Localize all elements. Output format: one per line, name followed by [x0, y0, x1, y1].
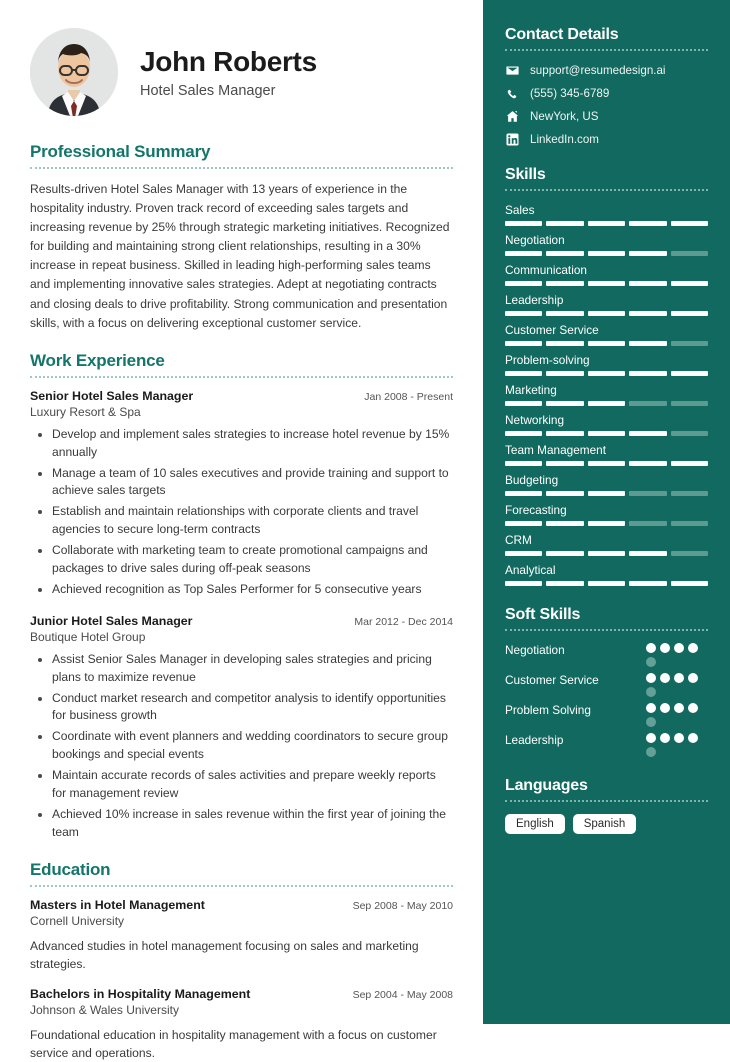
soft-skill-row	[505, 643, 708, 667]
skill-bar	[505, 341, 708, 346]
skill-row	[505, 473, 708, 496]
language-pill[interactable]: Spanish	[573, 814, 637, 834]
skill-segment	[671, 371, 708, 376]
work-bullet: Conduct market research and competitor analysis to identify opportunities for business growth	[30, 690, 453, 726]
work-entry-header	[30, 389, 453, 403]
skill-name: CRM	[505, 533, 532, 547]
work-entry	[30, 389, 453, 599]
skill-bar	[505, 521, 708, 526]
portrait-photo-icon	[30, 28, 118, 116]
skill-name: Marketing	[505, 383, 557, 397]
linkedin-icon	[505, 132, 519, 146]
skill-segment	[546, 251, 583, 256]
divider	[30, 885, 453, 887]
work-entry-company: Boutique Hotel Group	[30, 629, 146, 644]
skill-segment	[588, 491, 625, 496]
education-entry	[30, 898, 453, 973]
skill-name: Budgeting	[505, 473, 559, 487]
contact-value: LinkedIn.com	[530, 132, 599, 146]
summary-text: Results-driven Hotel Sales Manager with 13 years of experience in the hospitality industry. Proven track record of exceeding sales targets and increasing revenue by 25% through strategic marketing initiatives. Recognized for building and maintaining strong client relationships, resulting in a 30% increase in repeat business. Skilled in leading high-performing sales teams and implementing innovative sales strategies. Adept at negotiating contracts and closing deals to drive profitability. Strong communication and presentation skills, with a focus on delivering exceptional customer service.	[30, 182, 450, 330]
skill-row	[505, 413, 708, 436]
contact-item[interactable]	[505, 86, 708, 100]
skill-row	[505, 443, 708, 466]
work-bullet: Assist Senior Sales Manager in developing sales strategies and pricing plans to maximize revenue	[30, 651, 453, 687]
skill-row	[505, 503, 708, 526]
section-work-experience	[30, 351, 453, 842]
skill-name: Leadership	[505, 293, 564, 307]
sidebar	[483, 0, 730, 1024]
skill-segment	[505, 221, 542, 226]
skill-segment	[505, 461, 542, 466]
skill-segment	[546, 521, 583, 526]
skill-segment	[629, 371, 666, 376]
work-entry-role: Junior Hotel Sales Manager	[30, 613, 193, 628]
skill-segment	[671, 221, 708, 226]
education-description: Foundational education in hospitality management with a focus on customer service and operations.	[30, 1027, 437, 1061]
skill-segment	[588, 281, 625, 286]
soft-skill-dot	[646, 717, 656, 727]
soft-skill-rating	[646, 733, 708, 757]
skill-segment	[505, 281, 542, 286]
section-education	[30, 860, 453, 1062]
skill-segment	[505, 251, 542, 256]
soft-skill-dot	[688, 673, 698, 683]
name-block	[140, 45, 317, 100]
skill-name: Networking	[505, 413, 565, 427]
work-entry-role: Senior Hotel Sales Manager	[30, 388, 194, 403]
soft-skill-name: Problem Solving	[505, 703, 591, 717]
skill-name: Problem-solving	[505, 353, 590, 367]
work-entry-company: Luxury Resort & Spa	[30, 404, 141, 419]
skill-segment	[588, 341, 625, 346]
skill-bar	[505, 251, 708, 256]
job-title: Hotel Sales Manager	[140, 83, 276, 100]
divider	[505, 800, 708, 802]
section-title-skills: Skills	[505, 166, 546, 183]
skill-segment	[505, 371, 542, 376]
soft-skill-dot	[660, 733, 670, 743]
soft-skill-rating	[646, 643, 708, 667]
soft-skill-dot	[646, 643, 656, 653]
skill-segment	[505, 551, 542, 556]
envelope-icon	[505, 63, 519, 77]
work-bullet-list	[30, 426, 453, 599]
skill-segment	[546, 341, 583, 346]
skill-segment	[588, 401, 625, 406]
soft-skill-dot	[646, 747, 656, 757]
work-entry-date: Jan 2008 - Present	[364, 390, 453, 403]
skill-segment	[588, 581, 625, 586]
skill-segment	[546, 281, 583, 286]
skill-segment	[588, 371, 625, 376]
skill-row	[505, 323, 708, 346]
contact-value: NewYork, US	[530, 109, 599, 123]
skill-segment	[546, 581, 583, 586]
divider	[505, 49, 708, 51]
work-bullet-list	[30, 651, 453, 842]
work-bullet: Maintain accurate records of sales activities and prepare weekly reports for management review	[30, 767, 453, 803]
skill-segment	[671, 251, 708, 256]
soft-skill-dot	[646, 657, 656, 667]
avatar	[30, 28, 118, 116]
soft-skill-name: Negotiation	[505, 643, 565, 657]
section-soft-skills	[505, 606, 708, 757]
skill-segment	[629, 431, 666, 436]
skill-segment	[671, 311, 708, 316]
education-degree: Masters in Hotel Management	[30, 897, 205, 912]
skill-segment	[546, 311, 583, 316]
skill-bar	[505, 461, 708, 466]
education-date: Sep 2004 - May 2008	[352, 988, 453, 1001]
work-entry-header	[30, 614, 453, 628]
skill-segment	[629, 341, 666, 346]
soft-skill-row	[505, 733, 708, 757]
skill-bar	[505, 491, 708, 496]
soft-skill-dot	[674, 673, 684, 683]
contact-list	[505, 63, 708, 146]
soft-skill-dot	[674, 643, 684, 653]
education-entry	[30, 987, 453, 1062]
section-contact-details	[505, 26, 708, 146]
soft-skill-dot	[646, 703, 656, 713]
education-school: Cornell University	[30, 913, 125, 928]
page-title: John Roberts	[140, 45, 317, 77]
skill-segment	[546, 221, 583, 226]
skill-segment	[671, 341, 708, 346]
section-title-languages: Languages	[505, 777, 588, 794]
skill-bar	[505, 401, 708, 406]
skill-bar	[505, 221, 708, 226]
skill-segment	[505, 401, 542, 406]
soft-skill-rating	[646, 673, 708, 697]
skill-segment	[629, 461, 666, 466]
skill-segment	[505, 341, 542, 346]
education-entry-header	[30, 898, 453, 912]
skill-segment	[629, 221, 666, 226]
skill-bar	[505, 371, 708, 376]
work-bullet: Develop and implement sales strategies to increase hotel revenue by 15% annually	[30, 426, 453, 462]
soft-skill-row	[505, 703, 708, 727]
skill-segment	[546, 431, 583, 436]
skill-name: Forecasting	[505, 503, 567, 517]
section-skills	[505, 166, 708, 586]
skill-row	[505, 233, 708, 256]
soft-skill-row	[505, 673, 708, 697]
skill-segment	[671, 551, 708, 556]
skill-name: Communication	[505, 263, 587, 277]
work-bullet: Manage a team of 10 sales executives and provide training and support to achieve sales targets	[30, 465, 453, 501]
soft-skill-dot	[646, 687, 656, 697]
section-languages	[505, 777, 708, 834]
contact-value: support@resumedesign.ai	[530, 63, 666, 77]
skill-name: Sales	[505, 203, 535, 217]
section-title-contact: Contact Details	[505, 26, 619, 43]
skill-segment	[588, 221, 625, 226]
skill-segment	[588, 251, 625, 256]
skill-segment	[546, 461, 583, 466]
soft-skill-dot	[688, 733, 698, 743]
skill-segment	[546, 371, 583, 376]
soft-skill-dot	[660, 703, 670, 713]
work-entry-date: Mar 2012 - Dec 2014	[354, 615, 453, 628]
skill-bar	[505, 281, 708, 286]
work-bullet: Establish and maintain relationships with corporate clients and travel agencies to secure long-term contracts	[30, 503, 453, 539]
skill-segment	[505, 311, 542, 316]
skill-segment	[671, 461, 708, 466]
education-entry-header	[30, 987, 453, 1001]
skill-row	[505, 563, 708, 586]
skill-bar	[505, 431, 708, 436]
phone-icon	[505, 86, 519, 100]
skill-row	[505, 203, 708, 226]
skill-segment	[588, 311, 625, 316]
skill-segment	[671, 431, 708, 436]
contact-item[interactable]	[505, 63, 708, 77]
skill-segment	[671, 281, 708, 286]
education-entry-list	[30, 898, 453, 1062]
skill-segment	[629, 491, 666, 496]
skill-segment	[546, 551, 583, 556]
skill-segment	[588, 551, 625, 556]
skill-row	[505, 263, 708, 286]
soft-skill-dot	[646, 733, 656, 743]
contact-value: (555) 345-6789	[530, 86, 610, 100]
contact-item[interactable]	[505, 132, 708, 146]
soft-skill-dot	[674, 733, 684, 743]
skill-bar	[505, 551, 708, 556]
soft-skill-dot	[660, 673, 670, 683]
skill-name: Analytical	[505, 563, 556, 577]
work-bullet: Achieved recognition as Top Sales Performer for 5 consecutive years	[30, 581, 453, 599]
skill-segment	[629, 521, 666, 526]
skill-segment	[629, 251, 666, 256]
soft-skill-dot	[688, 643, 698, 653]
skill-row	[505, 383, 708, 406]
divider	[30, 167, 453, 169]
section-title-work: Work Experience	[30, 350, 165, 370]
skill-segment	[629, 311, 666, 316]
skill-segment	[671, 401, 708, 406]
section-title-education: Education	[30, 859, 111, 879]
skill-segment	[505, 431, 542, 436]
language-pill[interactable]: English	[505, 814, 565, 834]
soft-skill-dot	[688, 703, 698, 713]
work-bullet: Collaborate with marketing team to create promotional campaigns and packages to drive sales during off-peak seasons	[30, 542, 453, 578]
soft-skill-name: Customer Service	[505, 673, 599, 687]
skill-segment	[588, 461, 625, 466]
skill-segment	[546, 401, 583, 406]
contact-item[interactable]	[505, 109, 708, 123]
divider	[30, 376, 453, 378]
resume-header	[30, 28, 453, 116]
skill-row	[505, 293, 708, 316]
skills-list	[505, 203, 708, 586]
home-icon	[505, 109, 519, 123]
skill-segment	[629, 401, 666, 406]
education-date: Sep 2008 - May 2010	[352, 899, 453, 912]
work-bullet: Coordinate with event planners and wedding coordinators to secure group bookings and special events	[30, 728, 453, 764]
divider	[505, 189, 708, 191]
soft-skill-dot	[646, 673, 656, 683]
skill-segment	[588, 521, 625, 526]
education-school: Johnson & Wales University	[30, 1002, 179, 1017]
skill-segment	[671, 581, 708, 586]
work-bullet: Achieved 10% increase in sales revenue within the first year of joining the team	[30, 806, 453, 842]
skill-segment	[629, 551, 666, 556]
divider	[505, 629, 708, 631]
skill-row	[505, 353, 708, 376]
skill-segment	[505, 581, 542, 586]
skill-bar	[505, 581, 708, 586]
work-entry-list	[30, 389, 453, 842]
soft-skill-name: Leadership	[505, 733, 564, 747]
soft-skill-rating	[646, 703, 708, 727]
section-title-summary: Professional Summary	[30, 142, 211, 161]
soft-skill-dot	[674, 703, 684, 713]
skill-segment	[505, 521, 542, 526]
skill-segment	[629, 281, 666, 286]
skill-name: Team Management	[505, 443, 606, 457]
work-entry	[30, 614, 453, 842]
section-title-soft-skills: Soft Skills	[505, 606, 581, 623]
education-description: Advanced studies in hotel management focusing on sales and marketing strategies.	[30, 938, 419, 971]
skill-segment	[671, 491, 708, 496]
soft-skill-dot	[660, 643, 670, 653]
skill-segment	[588, 431, 625, 436]
soft-skills-list	[505, 643, 708, 757]
education-degree: Bachelors in Hospitality Management	[30, 986, 251, 1001]
skill-segment	[546, 491, 583, 496]
skill-name: Customer Service	[505, 323, 599, 337]
skill-name: Negotiation	[505, 233, 565, 247]
skill-segment	[671, 521, 708, 526]
skill-bar	[505, 311, 708, 316]
language-list	[505, 814, 708, 834]
section-professional-summary	[30, 142, 453, 333]
skill-segment	[505, 491, 542, 496]
skill-segment	[629, 581, 666, 586]
skill-row	[505, 533, 708, 556]
